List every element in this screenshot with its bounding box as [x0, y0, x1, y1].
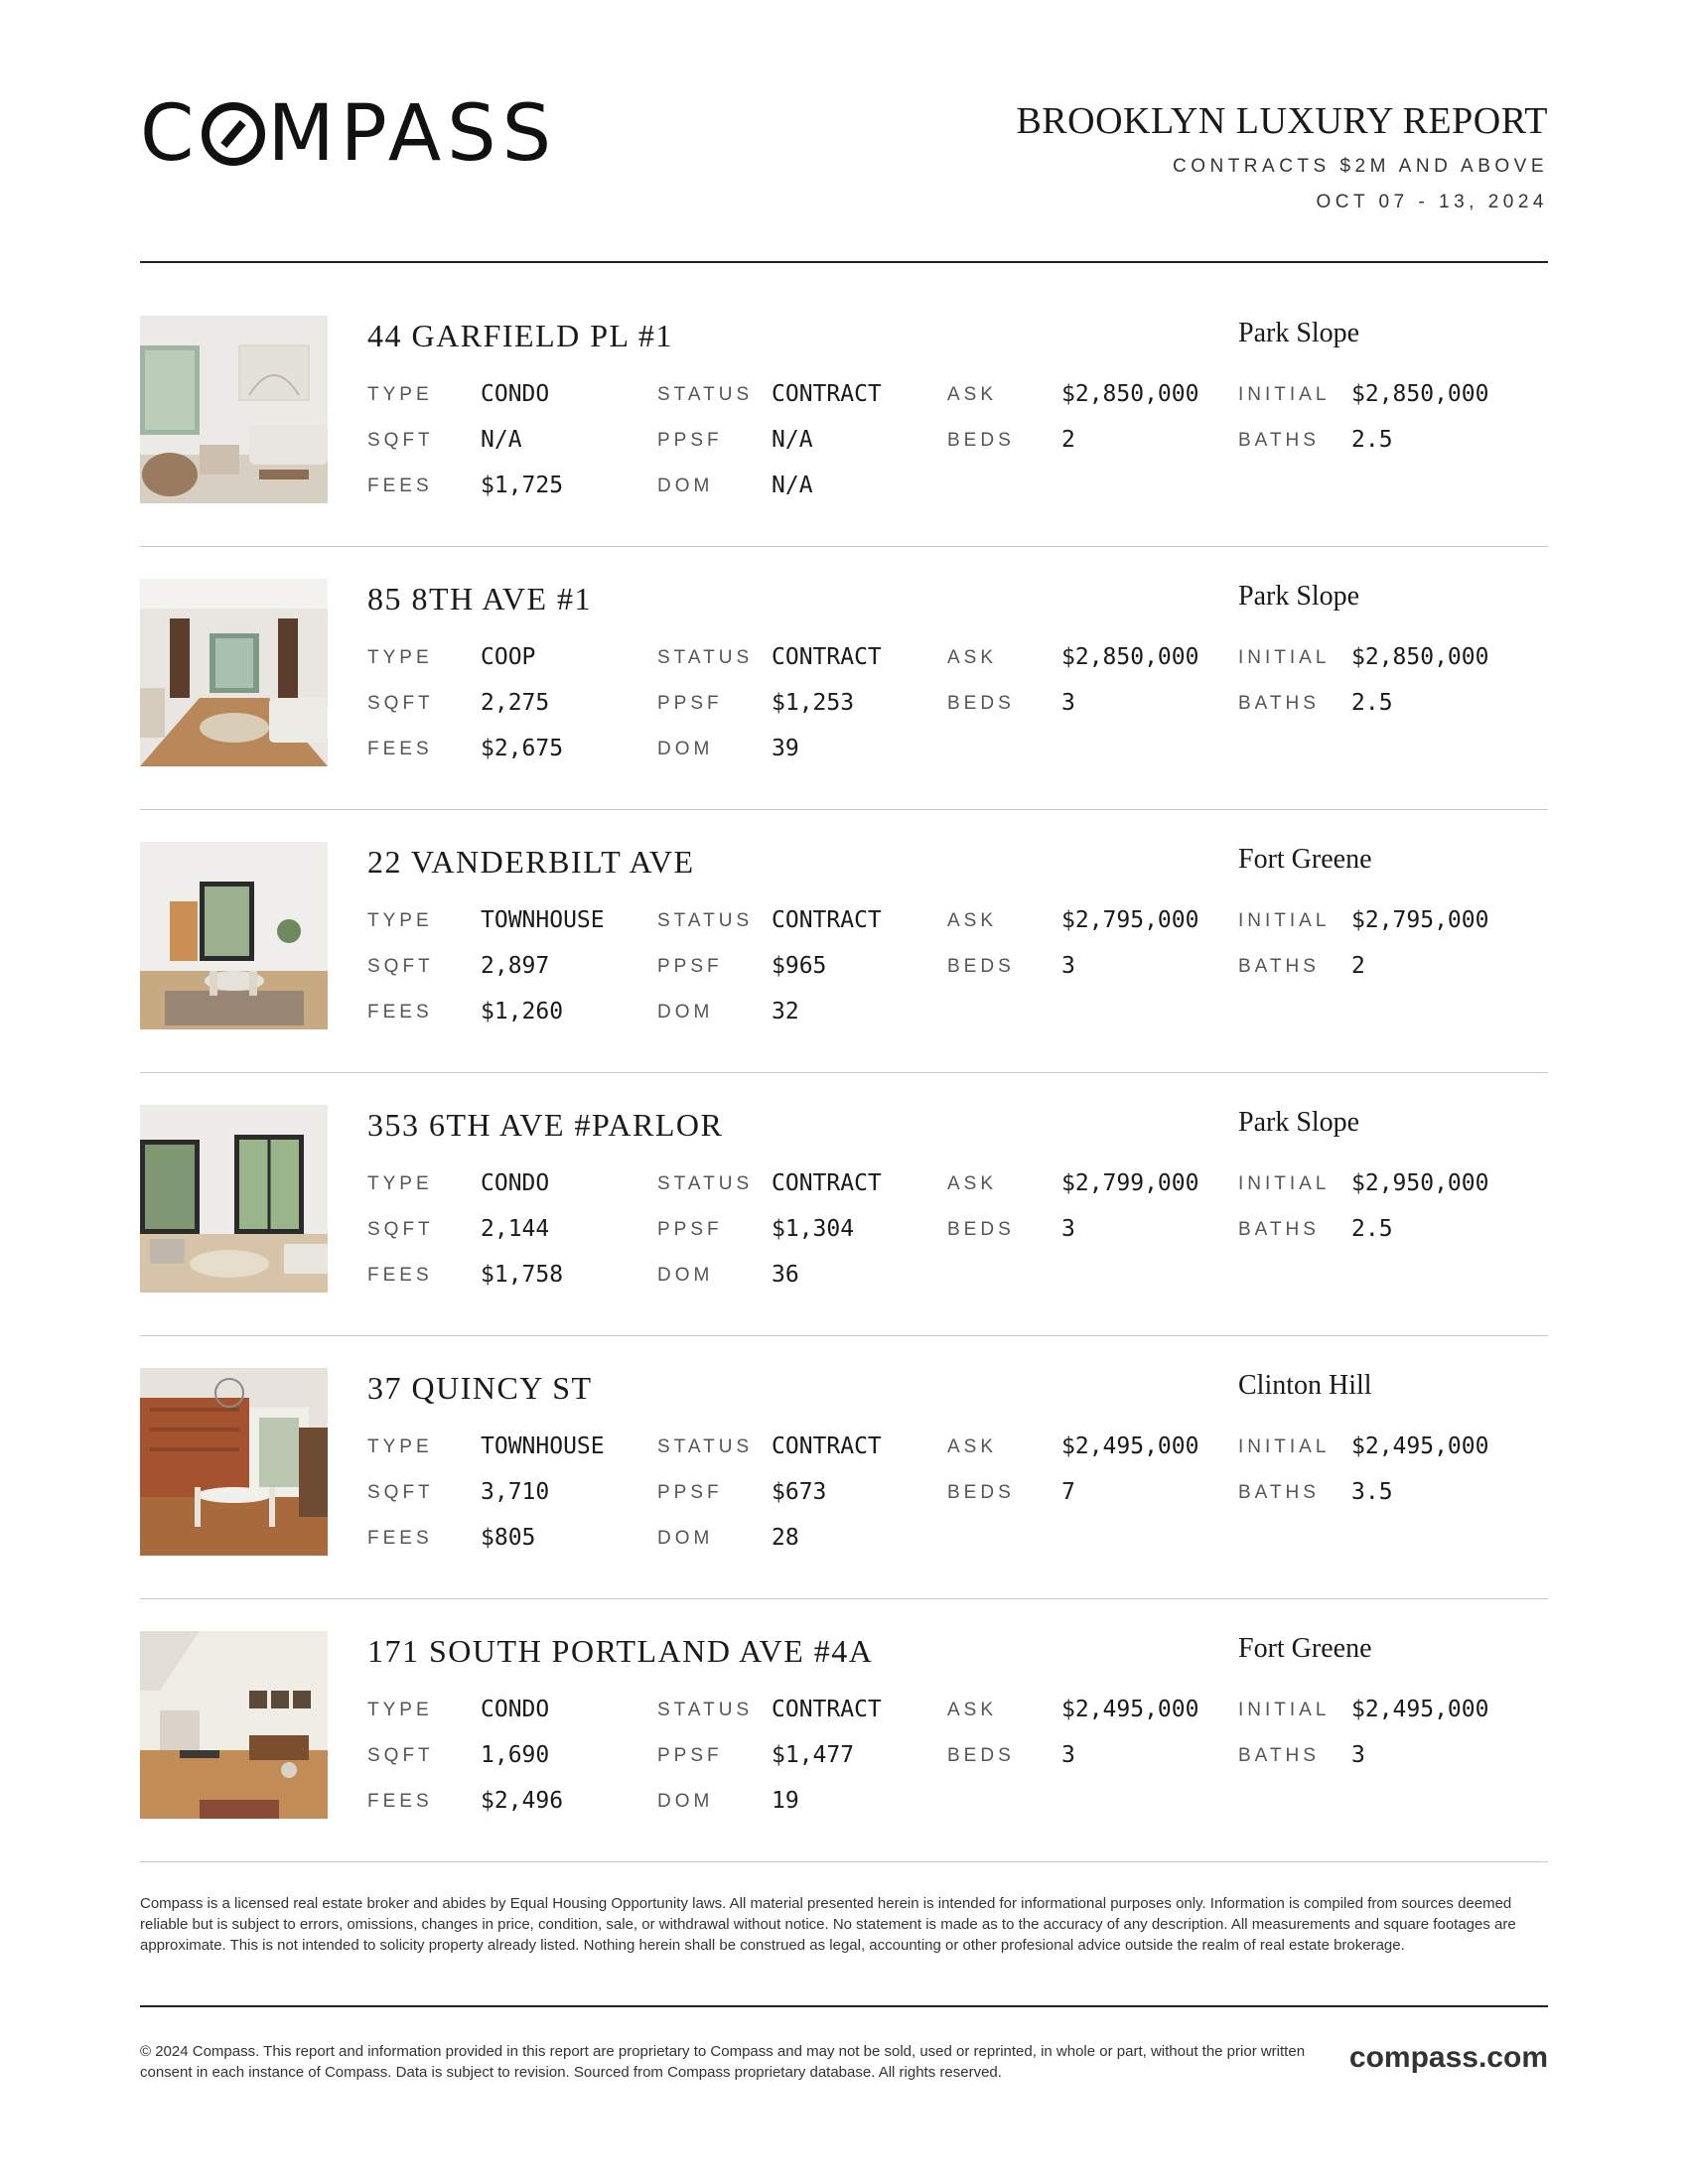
label-ppsf: PPSF	[657, 1745, 723, 1766]
value-beds: 3	[1061, 1742, 1075, 1768]
listing-photo	[140, 1631, 328, 1819]
value-initial: $2,795,000	[1351, 907, 1489, 933]
label-status: STATUS	[657, 1700, 754, 1720]
listing-divider	[140, 809, 1548, 810]
label-ask: ASK	[947, 647, 998, 668]
label-ppsf: PPSF	[657, 956, 723, 977]
listing-row	[140, 316, 1548, 579]
value-ppsf: N/A	[772, 427, 813, 453]
value-fees: $1,725	[481, 473, 564, 498]
value-status: CONTRACT	[772, 381, 882, 407]
listing-photo	[140, 579, 328, 766]
listing-photo	[140, 842, 328, 1029]
label-dom: DOM	[657, 739, 714, 759]
label-baths: BATHS	[1238, 693, 1320, 714]
label-fees: FEES	[367, 1265, 433, 1286]
value-status: CONTRACT	[772, 1433, 882, 1459]
open-living-photo-icon	[140, 1105, 328, 1293]
label-sqft: SQFT	[367, 693, 434, 714]
label-type: TYPE	[367, 910, 433, 931]
report-page	[140, 0, 1548, 2184]
value-type: CONDO	[481, 1170, 550, 1196]
value-initial: $2,495,000	[1351, 1697, 1489, 1722]
listing-neighborhood: Fort Greene	[1238, 844, 1372, 875]
label-initial: INITIAL	[1238, 647, 1331, 668]
label-type: TYPE	[367, 1700, 433, 1720]
value-ask: $2,495,000	[1061, 1433, 1199, 1459]
listing-neighborhood: Park Slope	[1238, 318, 1360, 348]
value-baths: 2	[1351, 953, 1365, 979]
listing-address: 44 GARFIELD PL #1	[367, 318, 673, 353]
value-ppsf: $673	[772, 1479, 827, 1505]
label-beds: BEDS	[947, 956, 1015, 977]
label-status: STATUS	[657, 1173, 754, 1194]
label-baths: BATHS	[1238, 956, 1320, 977]
value-sqft: N/A	[481, 427, 522, 453]
listing-neighborhood: Park Slope	[1238, 1107, 1360, 1138]
label-sqft: SQFT	[367, 1219, 434, 1240]
listing-neighborhood: Fort Greene	[1238, 1633, 1372, 1664]
label-ask: ASK	[947, 1173, 998, 1194]
dining-room-photo-icon	[140, 842, 328, 1029]
listing-divider	[140, 1335, 1548, 1336]
value-baths: 3	[1351, 1742, 1365, 1768]
value-type: TOWNHOUSE	[481, 1433, 605, 1459]
value-dom: 32	[772, 999, 799, 1024]
listing-neighborhood: Clinton Hill	[1238, 1370, 1372, 1401]
value-sqft: 2,897	[481, 953, 550, 979]
value-fees: $2,496	[481, 1788, 564, 1814]
value-fees: $805	[481, 1525, 536, 1551]
report-title: BROOKLYN LUXURY REPORT	[1016, 100, 1548, 142]
header-divider	[140, 261, 1548, 263]
value-status: CONTRACT	[772, 1697, 882, 1722]
value-baths: 2.5	[1351, 427, 1393, 453]
label-baths: BATHS	[1238, 1482, 1320, 1503]
label-fees: FEES	[367, 1528, 433, 1549]
value-type: CONDO	[481, 381, 550, 407]
value-initial: $2,850,000	[1351, 644, 1489, 670]
label-dom: DOM	[657, 1265, 714, 1286]
label-sqft: SQFT	[367, 1482, 434, 1503]
label-baths: BATHS	[1238, 1219, 1320, 1240]
listing-address: 22 VANDERBILT AVE	[367, 844, 695, 880]
label-dom: DOM	[657, 1791, 714, 1812]
legal-disclaimer: Compass is a licensed real estate broker and abides by Equal Housing Opportunity laws. All material presented herein is intended for informational purposes only. Information is compiled from sources deemed reliable but is subject to errors, omissions, changes in price, condition, sale, or withdrawal without notice. No statement is made as to the accuracy of any description. All measurements and square footages are approximate. This is not intended to solicity property already listed. Nothing herein shall be construed as legal, accounting or other profesional advice outside the realm of real estate brokerage.	[140, 1895, 1516, 1954]
label-status: STATUS	[657, 910, 754, 931]
value-beds: 3	[1061, 1216, 1075, 1242]
value-initial: $2,495,000	[1351, 1433, 1489, 1459]
value-status: CONTRACT	[772, 1170, 882, 1196]
listing-row	[140, 579, 1548, 842]
value-beds: 7	[1061, 1479, 1075, 1505]
listing-divider	[140, 1598, 1548, 1599]
value-ask: $2,850,000	[1061, 644, 1199, 670]
value-sqft: 1,690	[481, 1742, 550, 1768]
label-initial: INITIAL	[1238, 910, 1331, 931]
label-sqft: SQFT	[367, 1745, 434, 1766]
value-type: CONDO	[481, 1697, 550, 1722]
label-status: STATUS	[657, 1436, 754, 1457]
value-sqft: 2,275	[481, 690, 550, 716]
listing-address: 171 SOUTH PORTLAND AVE #4A	[367, 1633, 874, 1669]
label-type: TYPE	[367, 1173, 433, 1194]
value-baths: 2.5	[1351, 690, 1393, 716]
compass-logo-wordmark: C MPASS	[140, 89, 558, 179]
value-beds: 3	[1061, 953, 1075, 979]
label-baths: BATHS	[1238, 1745, 1320, 1766]
label-beds: BEDS	[947, 1219, 1015, 1240]
value-ask: $2,795,000	[1061, 907, 1199, 933]
value-beds: 2	[1061, 427, 1075, 453]
label-ppsf: PPSF	[657, 1482, 723, 1503]
label-initial: INITIAL	[1238, 1436, 1331, 1457]
label-sqft: SQFT	[367, 956, 434, 977]
listing-divider	[140, 1861, 1548, 1862]
label-ppsf: PPSF	[657, 693, 723, 714]
value-sqft: 2,144	[481, 1216, 550, 1242]
value-fees: $2,675	[481, 736, 564, 761]
value-ask: $2,850,000	[1061, 381, 1199, 407]
listing-address: 85 8TH AVE #1	[367, 581, 593, 616]
value-dom: 28	[772, 1525, 799, 1551]
value-dom: 36	[772, 1262, 799, 1288]
value-baths: 2.5	[1351, 1216, 1393, 1242]
label-ask: ASK	[947, 1436, 998, 1457]
listing-row	[140, 1105, 1548, 1368]
label-beds: BEDS	[947, 430, 1015, 451]
label-type: TYPE	[367, 1436, 433, 1457]
label-dom: DOM	[657, 476, 714, 496]
value-status: CONTRACT	[772, 907, 882, 933]
value-initial: $2,850,000	[1351, 381, 1489, 407]
label-type: TYPE	[367, 384, 433, 405]
footer-divider	[140, 2005, 1548, 2007]
label-ask: ASK	[947, 910, 998, 931]
listing-photo	[140, 1105, 328, 1293]
compass-o-icon	[202, 102, 265, 166]
brick-dining-photo-icon	[140, 1368, 328, 1556]
value-type: TOWNHOUSE	[481, 907, 605, 933]
listing-address: 37 QUINCY ST	[367, 1370, 593, 1406]
label-type: TYPE	[367, 647, 433, 668]
value-fees: $1,758	[481, 1262, 564, 1288]
label-sqft: SQFT	[367, 430, 434, 451]
label-fees: FEES	[367, 1002, 433, 1023]
listing-row	[140, 1631, 1548, 1894]
report-date: OCT 07 - 13, 2024	[1316, 192, 1548, 212]
label-initial: INITIAL	[1238, 1173, 1331, 1194]
value-fees: $1,260	[481, 999, 564, 1024]
value-beds: 3	[1061, 690, 1075, 716]
copyright-notice: © 2024 Compass. This report and information provided in this report are proprietary to Compass and may not be sold, used or reprinted, in whole or part, without the prior written consent in each instance of Compass. Data is subject to revision. Sourced from Compass proprietary database. All rights reserved.	[140, 2043, 1306, 2081]
listing-neighborhood: Park Slope	[1238, 581, 1360, 612]
label-baths: BATHS	[1238, 430, 1320, 451]
value-dom: 39	[772, 736, 799, 761]
label-dom: DOM	[657, 1002, 714, 1023]
label-beds: BEDS	[947, 1482, 1015, 1503]
label-fees: FEES	[367, 739, 433, 759]
value-ppsf: $1,477	[772, 1742, 855, 1768]
label-status: STATUS	[657, 384, 754, 405]
value-ppsf: $1,253	[772, 690, 855, 716]
compass-logo	[140, 89, 567, 179]
listing-photo	[140, 1368, 328, 1556]
value-ppsf: $1,304	[772, 1216, 855, 1242]
listing-photo	[140, 316, 328, 503]
report-subtitle: CONTRACTS $2M AND ABOVE	[1172, 156, 1548, 177]
label-beds: BEDS	[947, 693, 1015, 714]
label-ppsf: PPSF	[657, 1219, 723, 1240]
parlor-photo-icon	[140, 579, 328, 766]
listing-row	[140, 842, 1548, 1105]
value-ask: $2,799,000	[1061, 1170, 1199, 1196]
label-ppsf: PPSF	[657, 430, 723, 451]
value-dom: 19	[772, 1788, 799, 1814]
label-ask: ASK	[947, 1700, 998, 1720]
label-ask: ASK	[947, 384, 998, 405]
living-room-photo-icon	[140, 316, 328, 503]
listing-address: 353 6TH AVE #PARLOR	[367, 1107, 724, 1143]
value-sqft: 3,710	[481, 1479, 550, 1505]
label-fees: FEES	[367, 1791, 433, 1812]
listing-divider	[140, 1072, 1548, 1073]
label-initial: INITIAL	[1238, 384, 1331, 405]
value-ppsf: $965	[772, 953, 827, 979]
listing-row	[140, 1368, 1548, 1631]
value-type: COOP	[481, 644, 536, 670]
value-ask: $2,495,000	[1061, 1697, 1199, 1722]
listing-divider	[140, 546, 1548, 547]
value-status: CONTRACT	[772, 644, 882, 670]
label-beds: BEDS	[947, 1745, 1015, 1766]
value-dom: N/A	[772, 473, 813, 498]
value-initial: $2,950,000	[1351, 1170, 1489, 1196]
label-fees: FEES	[367, 476, 433, 496]
value-baths: 3.5	[1351, 1479, 1393, 1505]
website-link[interactable]: compass.com	[1348, 2041, 1548, 2074]
label-status: STATUS	[657, 647, 754, 668]
loft-office-photo-icon	[140, 1631, 328, 1819]
label-dom: DOM	[657, 1528, 714, 1549]
label-initial: INITIAL	[1238, 1700, 1331, 1720]
